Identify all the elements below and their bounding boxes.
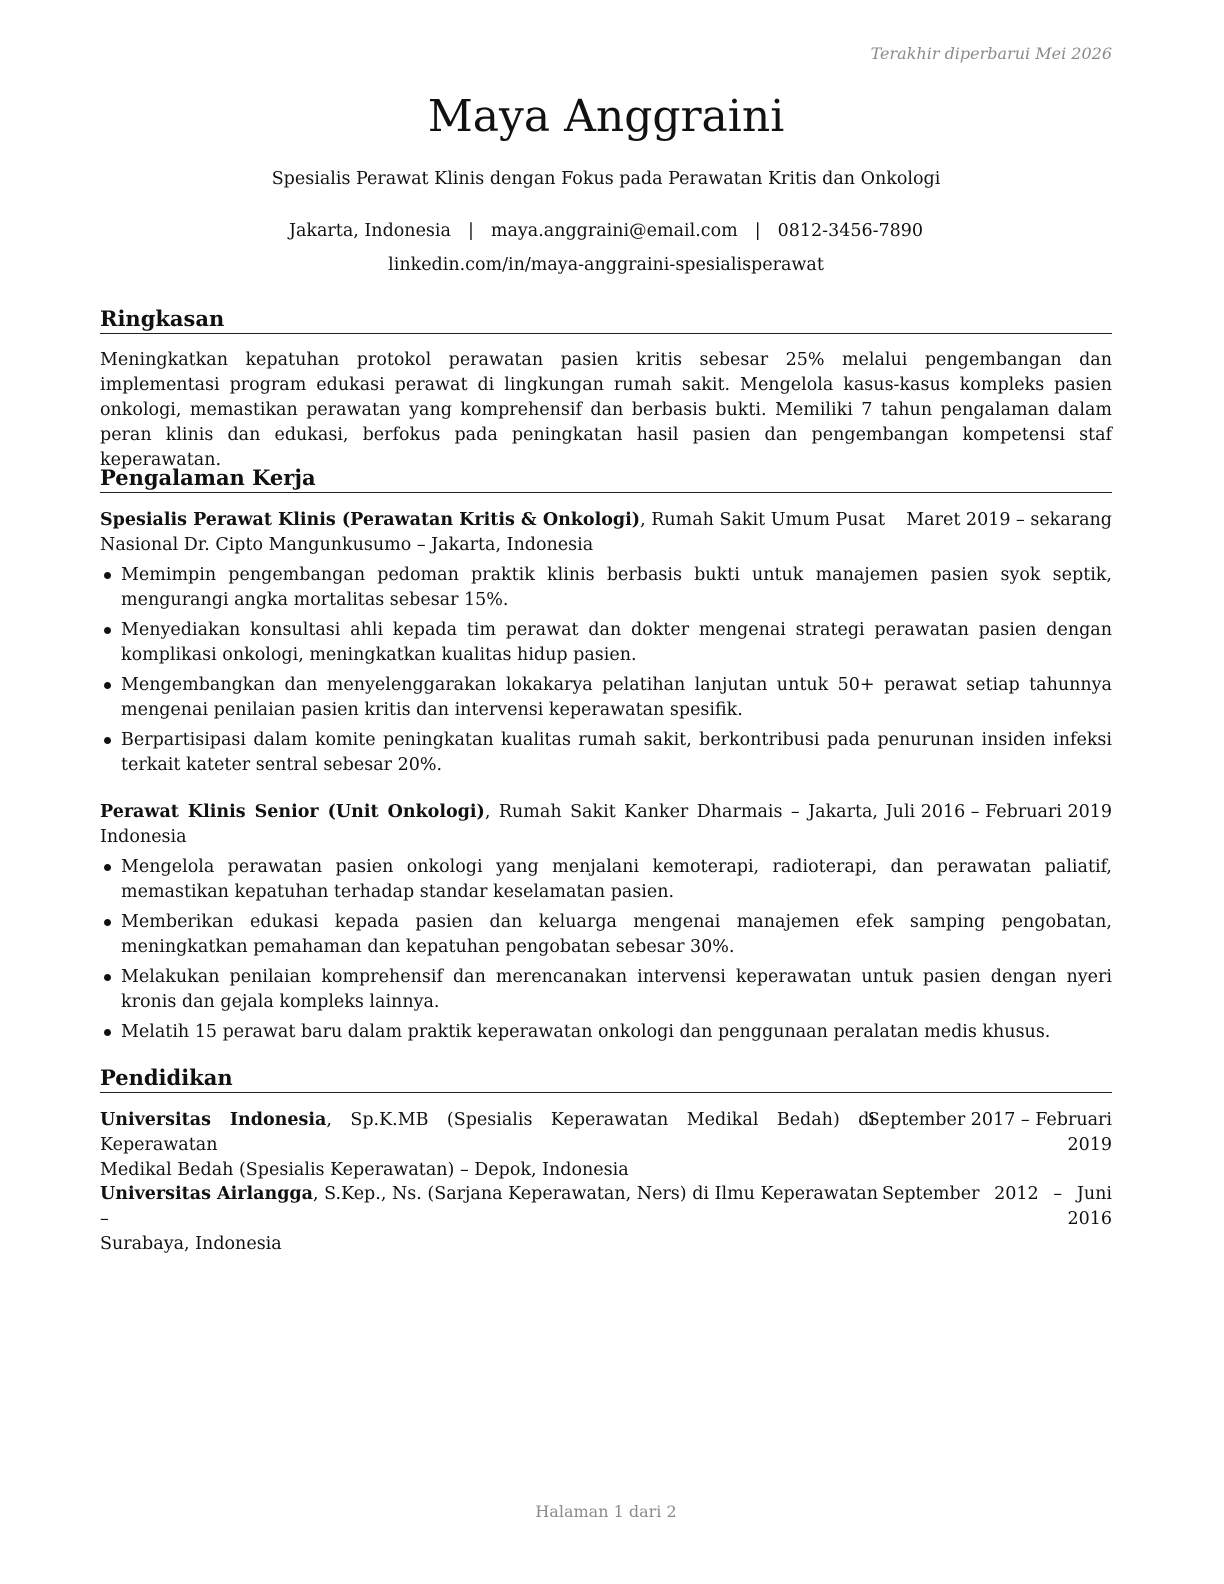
education-dates-start: September 2012 – Juni	[882, 1184, 1112, 1204]
job-bullets	[100, 855, 1112, 1045]
job-header	[100, 800, 1112, 850]
job-bullets	[100, 563, 1112, 778]
list-item	[100, 728, 1112, 778]
education-location: Surabaya, Indonesia	[100, 1234, 282, 1254]
section-title-education	[100, 1064, 1112, 1093]
list-item	[100, 910, 1112, 960]
contact-email[interactable]: maya.anggraini@email.com	[490, 221, 738, 241]
job-title-org	[100, 508, 890, 558]
contact-separator: |	[754, 221, 761, 241]
list-item	[100, 855, 1112, 905]
job-role: Spesialis Perawat Klinis (Perawatan Kritis & Onkologi)	[100, 510, 641, 530]
last-updated-note: Terakhir diperbarui Mei 2026	[870, 44, 1112, 63]
section-title-summary	[100, 305, 1112, 334]
education-entry	[100, 1182, 1112, 1254]
education-degree: , Sp.K.MB (Spesialis Keperawatan Medikal Bedah) di Keperawatan	[100, 1110, 875, 1155]
list-item	[100, 1020, 1112, 1045]
bullet-text: Mengembangkan dan menyelenggarakan lokakarya pelatihan lanjutan untuk 50+ perawat setiap tahunnya mengenai penilaian pasien kritis dan intervensi keperawatan spesifik.	[121, 675, 1112, 720]
education-school: Universitas Airlangga	[100, 1184, 314, 1204]
education-dates-end: 2016	[1067, 1209, 1112, 1229]
list-item	[100, 965, 1112, 1015]
linkedin-link[interactable]: linkedin.com/in/maya-anggraini-spesialisperawat	[388, 255, 824, 275]
candidate-name: Maya Anggraini	[427, 91, 785, 142]
education-details	[100, 1182, 878, 1257]
page-number: Halaman 1 dari 2	[535, 1502, 677, 1521]
resume-page	[100, 0, 1112, 1584]
section-title-text: Pengalaman Kerja	[100, 465, 316, 490]
bullet-text: Melakukan penilaian komprehensif dan merencanakan intervensi keperawatan untuk pasien dengan nyeri kronis dan gejala kompleks lainnya.	[121, 967, 1112, 1012]
bullet-icon	[104, 919, 111, 926]
education-entry	[100, 1108, 1112, 1180]
section-title-text: Pendidikan	[100, 1065, 233, 1090]
education-dates	[882, 1182, 1112, 1232]
bullet-text: Memimpin pengembangan pedoman praktik klinis berbasis bukti untuk manajemen pasien syok septik, mengurangi angka mortalitas sebesar 15%.	[121, 565, 1112, 610]
bullet-icon	[104, 682, 111, 689]
bullet-text: Menyediakan konsultasi ahli kepada tim perawat dan dokter mengenai strategi perawatan pasien dengan komplikasi onkologi, meningkatkan kualitas hidup pasien.	[121, 620, 1112, 665]
contact-separator: |	[467, 221, 474, 241]
contact-line	[100, 219, 1112, 243]
bullet-icon	[104, 974, 111, 981]
job-org-location: Indonesia	[100, 827, 187, 847]
list-item	[100, 673, 1112, 723]
list-item	[100, 563, 1112, 613]
candidate-headline: Spesialis Perawat Klinis dengan Fokus pada Perawatan Kritis dan Onkologi	[271, 169, 941, 189]
job-entry	[100, 508, 1112, 783]
education-dates	[868, 1108, 1112, 1158]
bullet-icon	[104, 864, 111, 871]
education-location: Medikal Bedah (Spesialis Keperawatan) – Depok, Indonesia	[100, 1160, 629, 1180]
job-org: , Rumah Sakit Umum Pusat	[640, 510, 885, 530]
contact-phone: 0812-3456-7890	[777, 221, 924, 241]
contact-location: Jakarta, Indonesia	[288, 221, 451, 241]
job-org-location: Nasional Dr. Cipto Mangunkusumo – Jakarta, Indonesia	[100, 535, 594, 555]
bullet-text: Mengelola perawatan pasien onkologi yang menjalani kemoterapi, radioterapi, dan perawatan paliatif, memastikan kepatuhan terhadap standar keselamatan pasien.	[121, 857, 1112, 902]
bullet-icon	[104, 737, 111, 744]
job-dates: Juli 2016 – Februari 2019	[885, 802, 1112, 822]
job-role: Perawat Klinis Senior (Unit Onkologi)	[100, 802, 485, 822]
bullet-text: Memberikan edukasi kepada pasien dan keluarga mengenai manajemen efek samping pengobatan, meningkatkan pemahaman dan kepatuhan pengobatan sebesar 30%.	[121, 912, 1112, 957]
education-dates-end: 2019	[1067, 1135, 1112, 1155]
education-dates-start: September 2017 – Februari	[867, 1110, 1112, 1130]
summary-paragraph: Meningkatkan kepatuhan protokol perawatan pasien kritis sebesar 25% melalui pengembangan dan implementasi program edukasi perawat di lingkungan rumah sakit. Mengelola kasus-kasus kompleks pasien onkologi, memastikan perawatan yang komprehensif dan berbasis bukti. Memiliki 7 tahun pengalaman dalam peran klinis dan edukasi, berfokus pada peningkatan hasil pasien dan pengembangan kompetensi staf keperawatan.	[100, 350, 1112, 470]
job-org: , Rumah Sakit Kanker Dharmais – Jakarta,	[484, 802, 878, 822]
list-item	[100, 618, 1112, 668]
bullet-icon	[104, 627, 111, 634]
section-title-text: Ringkasan	[100, 306, 225, 331]
job-header	[100, 508, 1112, 558]
education-details	[100, 1108, 875, 1183]
bullet-text: Berpartisipasi dalam komite peningkatan kualitas rumah sakit, berkontribusi pada penurunan insiden infeksi terkait kateter sentral sebesar 20%.	[121, 730, 1112, 775]
bullet-icon	[104, 1029, 111, 1036]
bullet-text: Melatih 15 perawat baru dalam praktik keperawatan onkologi dan penggunaan peralatan medis khusus.	[121, 1022, 1051, 1042]
job-title-org	[100, 800, 878, 850]
job-dates: Maret 2019 – sekarang	[906, 510, 1112, 530]
job-entry	[100, 800, 1112, 1050]
section-title-experience	[100, 464, 1112, 493]
education-degree: , S.Kep., Ns. (Sarjana Keperawatan, Ners) di Ilmu Keperawatan –	[100, 1184, 878, 1229]
education-school: Universitas Indonesia	[100, 1110, 327, 1130]
bullet-icon	[104, 572, 111, 579]
